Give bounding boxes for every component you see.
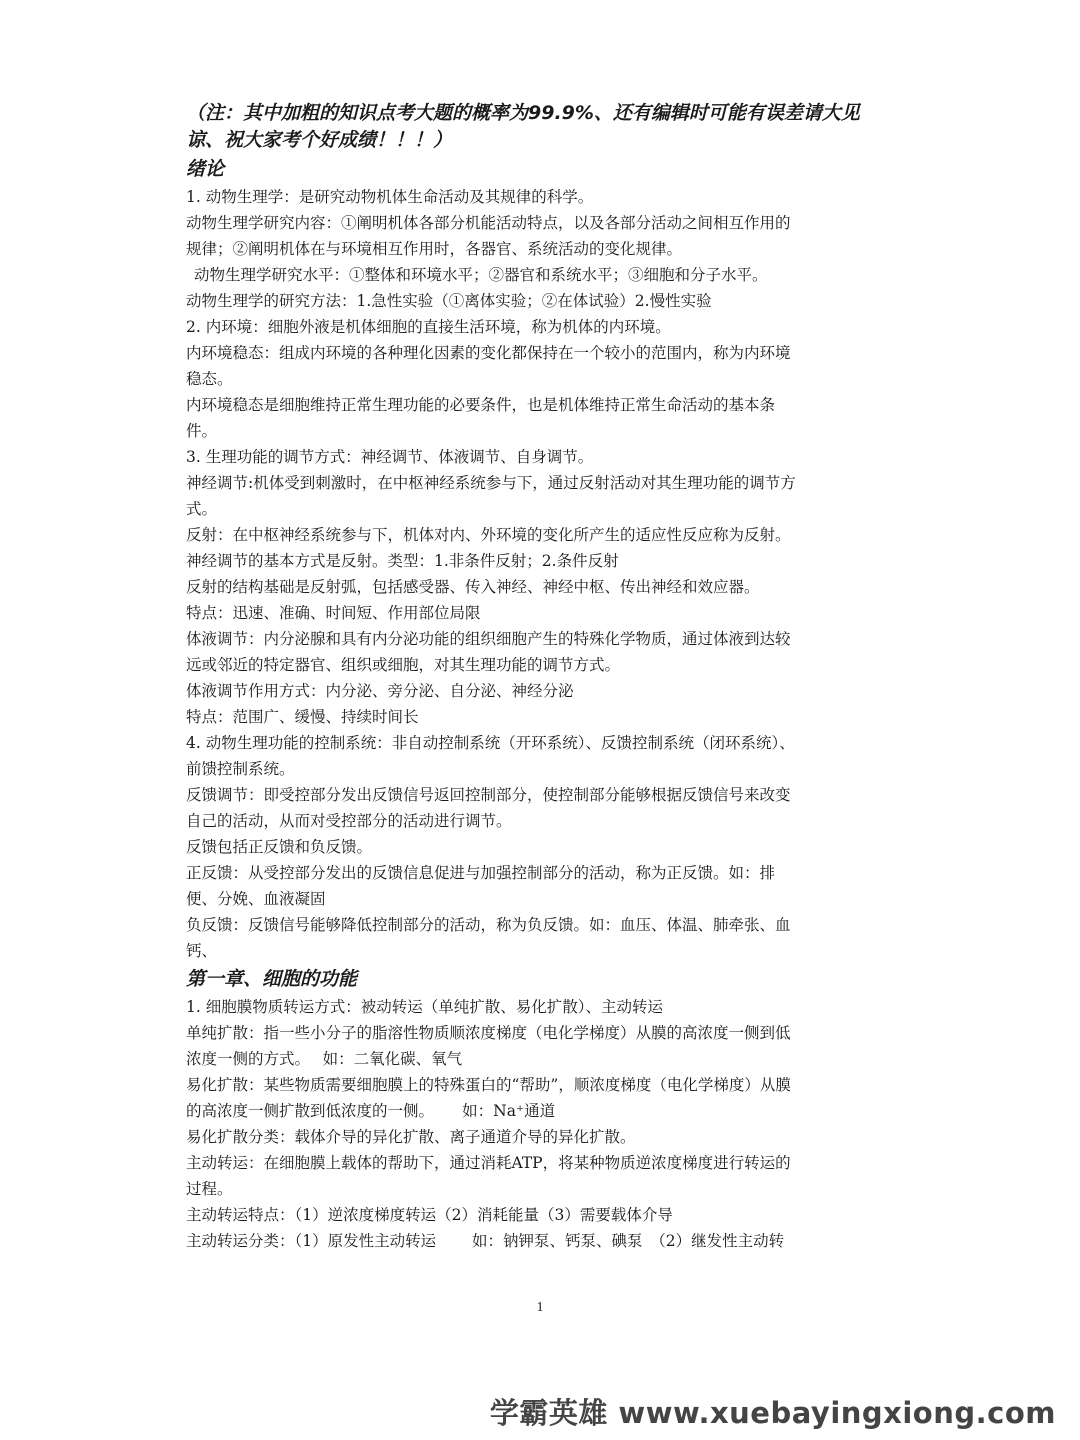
text-line: 2. 内环境：细胞外液是机体细胞的直接生活环境，称为机体的内环境。 bbox=[186, 318, 671, 336]
document-body bbox=[186, 100, 898, 1254]
section-heading-chapter-1: 第一章、细胞的功能 bbox=[186, 968, 358, 990]
text-line: 便、分娩、血液凝固 bbox=[186, 890, 326, 908]
text-line: 反馈调节：即受控部分发出反馈信号返回控制部分，使控制部分能够根据反馈信号来改变 bbox=[186, 786, 791, 804]
text-line: 内环境稳态是细胞维持正常生理功能的必要条件，也是机体维持正常生命活动的基本条 bbox=[186, 396, 776, 414]
text-line: 内环境稳态：组成内环境的各种理化因素的变化都保持在一个较小的范围内，称为内环境 bbox=[186, 344, 791, 362]
watermark-text: 学霸英雄 www.xuebayingxiong.com bbox=[489, 1396, 1056, 1430]
text-line: 式。 bbox=[186, 500, 218, 518]
text-line: 反馈包括正反馈和负反馈。 bbox=[186, 838, 373, 856]
text-line: 易化扩散：某些物质需要细胞膜上的特殊蛋白的“帮助”，顺浓度梯度（电化学梯度）从膜 bbox=[186, 1076, 791, 1094]
text-line: 远或邻近的特定器官、组织或细胞，对其生理功能的调节方式。 bbox=[186, 656, 621, 674]
text-line: 1. 动物生理学：是研究动物机体生命活动及其规律的科学。 bbox=[186, 188, 594, 206]
text-line: 动物生理学研究内容：①阐明机体各部分机能活动特点，以及各部分活动之间相互作用的 bbox=[186, 214, 791, 232]
text-line: 1. 细胞膜物质转运方式：被动转运（单纯扩散、易化扩散）、主动转运 bbox=[186, 998, 663, 1016]
text-line: 动物生理学研究水平：①整体和环境水平；②器官和系统水平；③细胞和分子水平。 bbox=[194, 266, 768, 284]
text-line: 神经调节:机体受到刺激时，在中枢神经系统参与下，通过反射活动对其生理功能的调节方 bbox=[186, 474, 796, 492]
text-line: 特点：迅速、准确、时间短、作用部位局限 bbox=[186, 604, 481, 622]
text-line: 反射：在中枢神经系统参与下，机体对内、外环境的变化所产生的适应性反应称为反射。 bbox=[186, 526, 791, 544]
text-line: 体液调节：内分泌腺和具有内分泌功能的组织细胞产生的特殊化学物质，通过体液到达较 bbox=[186, 630, 791, 648]
text-line: 反射的结构基础是反射弧，包括感受器、传入神经、神经中枢、传出神经和效应器。 bbox=[186, 578, 760, 596]
text-line: 主动转运分类：（1）原发性主动转运 如：钠钾泵、钙泵、碘泵 （2）继发性主动转 bbox=[186, 1232, 785, 1250]
text-line: 自己的活动，从而对受控部分的活动进行调节。 bbox=[186, 812, 512, 830]
text-line: 体液调节作用方式：内分泌、旁分泌、自分泌、神经分泌 bbox=[186, 682, 574, 700]
section-heading-intro: 绪论 bbox=[186, 158, 225, 180]
text-line: 的高浓度一侧扩散到低浓度的一侧。 如：Na⁺通道 bbox=[186, 1102, 556, 1120]
text-line: 钙、 bbox=[186, 942, 218, 960]
text-line: 件。 bbox=[186, 422, 218, 440]
text-line: 稳态。 bbox=[186, 370, 233, 388]
text-line: 正反馈：从受控部分发出的反馈信息促进与加强控制部分的活动，称为正反馈。如：排 bbox=[186, 864, 776, 882]
text-line: 过程。 bbox=[186, 1180, 233, 1198]
page-number: 1 bbox=[536, 1300, 544, 1315]
text-line: 4. 动物生理功能的控制系统：非自动控制系统（开环系统）、反馈控制系统（闭环系统）、 bbox=[186, 734, 795, 752]
text-line: 特点：范围广、缓慢、持续时间长 bbox=[186, 708, 419, 726]
note-line-1: （注：其中加粗的知识点考大题的概率为99.9%、还有编辑时可能有误差请大见 bbox=[186, 102, 860, 124]
text-line: 前馈控制系统。 bbox=[186, 760, 295, 778]
text-line: 单纯扩散：指一些小分子的脂溶性物质顺浓度梯度（电化学梯度）从膜的高浓度一侧到低 bbox=[186, 1024, 791, 1042]
text-line: 主动转运：在细胞膜上载体的帮助下，通过消耗ATP，将某种物质逆浓度梯度进行转运的 bbox=[186, 1154, 791, 1172]
text-line: 主动转运特点：（1）逆浓度梯度转运（2）消耗能量（3）需要载体介导 bbox=[186, 1206, 673, 1224]
text-line: 动物生理学的研究方法：1.急性实验（①离体实验；②在体试验）2.慢性实验 bbox=[186, 292, 712, 310]
text-line: 负反馈：反馈信号能够降低控制部分的活动，称为负反馈。如：血压、体温、肺牵张、血 bbox=[186, 916, 791, 934]
text-line: 易化扩散分类：载体介导的异化扩散、离子通道介导的异化扩散。 bbox=[186, 1128, 636, 1146]
text-line: 规律；②阐明机体在与环境相互作用时，各器官、系统活动的变化规律。 bbox=[186, 240, 683, 258]
text-line: 浓度一侧的方式。 如：二氧化碳、氧气 bbox=[186, 1050, 463, 1068]
note-line-2: 谅、祝大家考个好成绩！！！） bbox=[186, 129, 453, 151]
text-line: 3. 生理功能的调节方式：神经调节、体液调节、自身调节。 bbox=[186, 448, 594, 466]
text-line: 神经调节的基本方式是反射。类型：1.非条件反射；2.条件反射 bbox=[186, 552, 619, 570]
